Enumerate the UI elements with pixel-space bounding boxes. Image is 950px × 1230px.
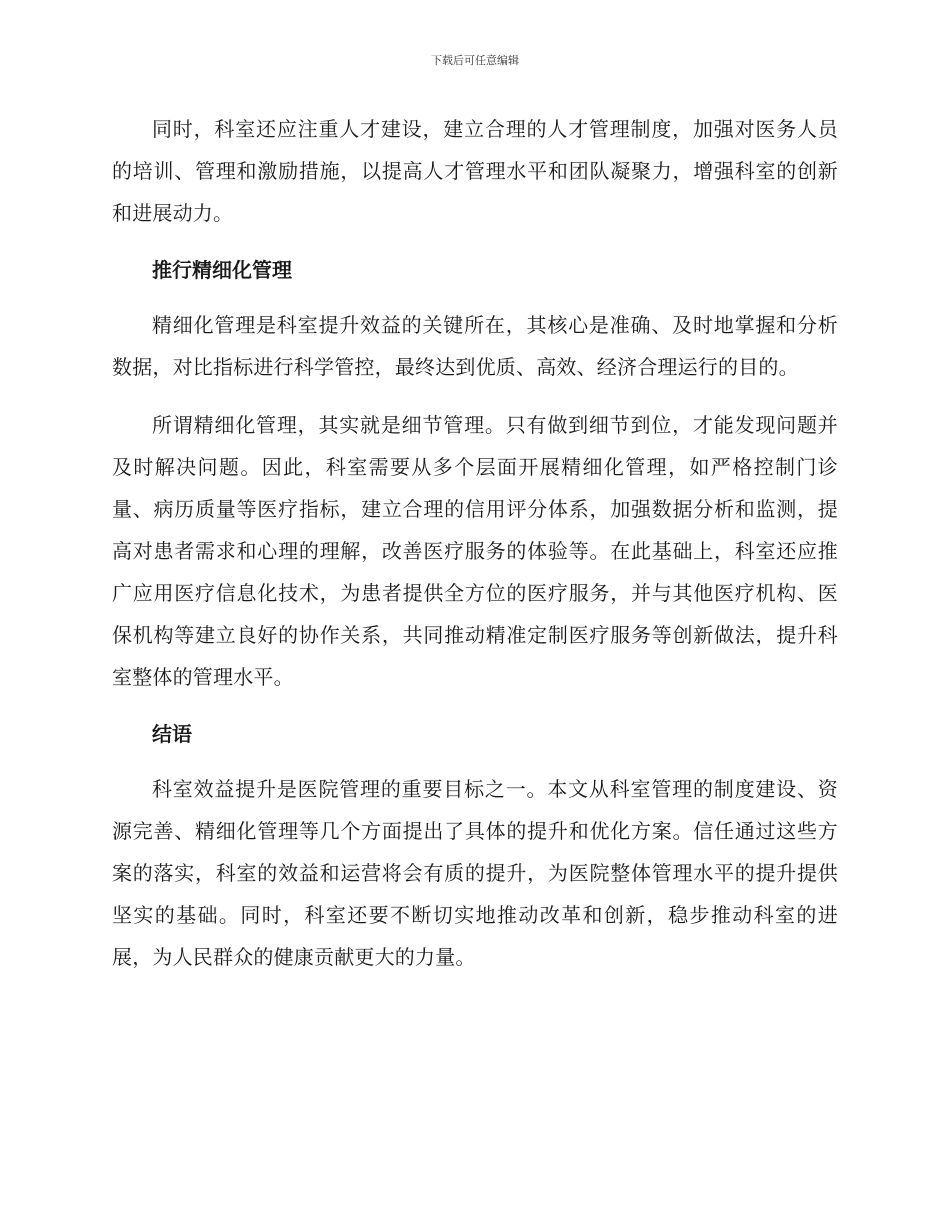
paragraph-talent-building: 同时，科室还应注重人才建设，建立合理的人才管理制度，加强对医务人员的培训、管理和激励措施，以提高人才管理水平和团队凝聚力，增强科室的创新和进展动力。: [112, 117, 838, 225]
paragraph-conclusion: 科室效益提升是医院管理的重要目标之一。本文从科室管理的制度建设、资源完善、精细化管理等几个方面提出了具体的提升和优化方案。信任通过这些方案的落实，科室的效益和运营将会有质的提升，为医院整体管理水平的提升提供坚实的基础。同时，科室还要不断切实地推动改革和创新，稳步推动科室的进展，为人民群众的健康贡献更大的力量。: [112, 777, 838, 969]
paragraph-fine-management-core: 精细化管理是科室提升效益的关键所在，其核心是准确、及时地掌握和分析数据，对比指标进行科学管控，最终达到优质、高效、经济合理运行的目的。: [112, 313, 838, 379]
section-heading-conclusion: 结语: [152, 722, 192, 746]
document-body: [112, 108, 838, 994]
header-note: 下载后可任意编辑: [431, 54, 519, 67]
paragraph-detail-management: 所谓精细化管理，其实就是细节管理。只有做到细节到位，才能发现问题并及时解决问题。因此，科室需要从多个层面开展精细化管理，如严格控制门诊量、病历质量等医疗指标，建立合理的信用评分体系，加强数据分析和监测，提高对患者需求和心理的理解，改善医疗服务的体验等。在此基础上，科室还应推广应用医疗信息化技术，为患者提供全方位的医疗服务，并与其他医疗机构、医保机构等建立良好的协作关系，共同推动精准定制医疗服务等创新做法，提升科室整体的管理水平。: [112, 413, 838, 689]
section-heading-fine-management: 推行精细化管理: [152, 258, 292, 282]
